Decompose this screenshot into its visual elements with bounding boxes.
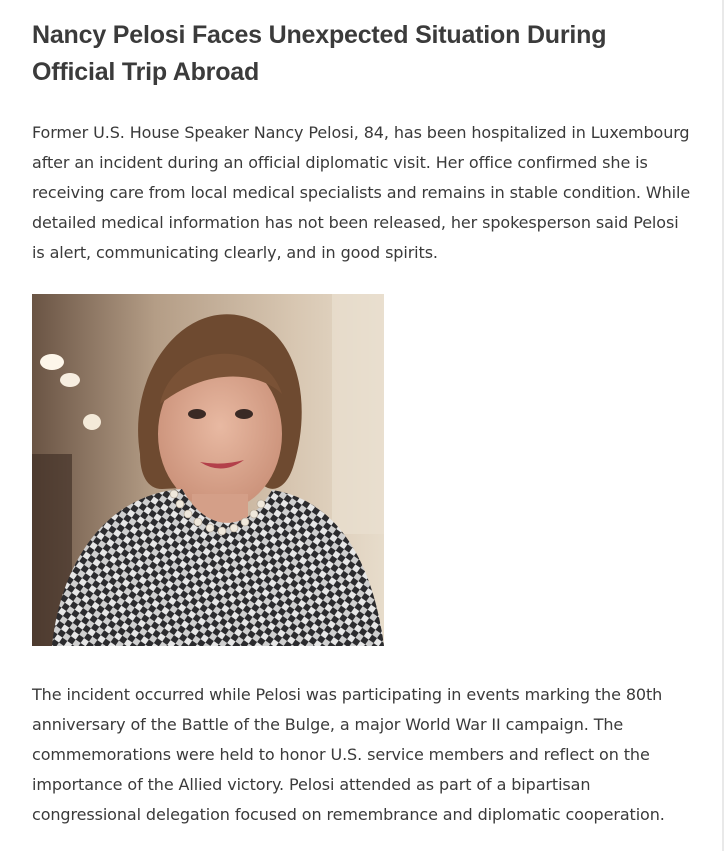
portrait-illustration bbox=[32, 294, 384, 646]
article-photo bbox=[32, 294, 384, 646]
article bbox=[32, 0, 692, 824]
article-headline: Nancy Pelosi Faces Unexpected Situation During Official Trip Abroad bbox=[32, 21, 607, 86]
article-paragraph-1: Former U.S. House Speaker Nancy Pelosi, 84, has been hospitalized in Luxembourg after an incident during an official diplomatic visit. Her office confirmed she is receiving care from local medical specialists and remains in stable condition. While detailed medical information has not been released, her spokesperson said Pelosi is alert, communicating clearly, and in good spirits. bbox=[32, 123, 691, 262]
article-paragraph-2: The incident occurred while Pelosi was participating in events marking the 80th anniversary of the Battle of the Bulge, a major World War II campaign. The commemorations were held to honor U.S. service members and reflect on the importance of the Allied victory. Pelosi attended as part of a bipartisan congressional delegation focused on remembrance and diplomatic cooperation. bbox=[32, 685, 665, 824]
